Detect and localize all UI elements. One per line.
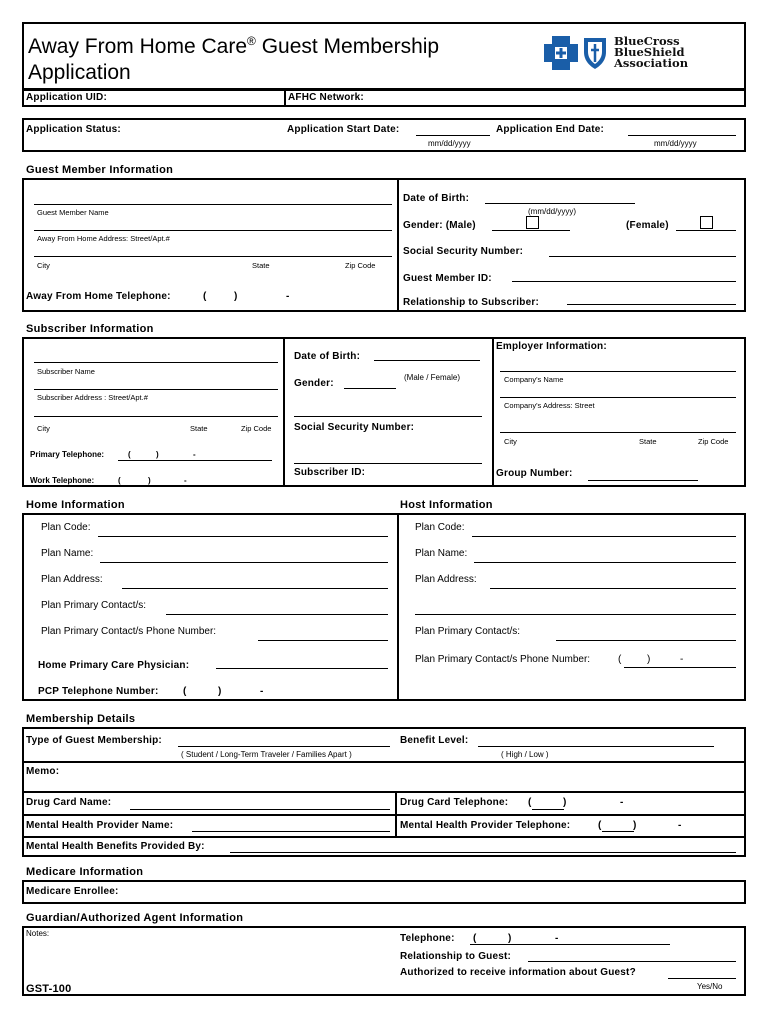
- subscriber-ssn-label: Social Security Number:: [294, 422, 415, 433]
- membership-section-title: Membership Details: [26, 713, 136, 725]
- guest-ssn-label: Social Security Number:: [403, 246, 524, 257]
- subscriber-id-label: Subscriber ID:: [294, 467, 366, 478]
- company-name-field[interactable]: [500, 371, 736, 372]
- subscriber-address-field[interactable]: [34, 389, 278, 390]
- start-date-field[interactable]: [416, 135, 490, 136]
- guest-city-field[interactable]: [34, 256, 392, 257]
- guest-state-label: State: [252, 261, 270, 270]
- primary-telephone-field[interactable]: [118, 460, 272, 461]
- mh-benefits-label: Mental Health Benefits Provided By:: [26, 841, 205, 852]
- company-address-field[interactable]: [500, 397, 736, 398]
- pcp-phone-label: PCP Telephone Number:: [38, 686, 159, 697]
- paren-open: (: [473, 933, 477, 944]
- guest-section-title: Guest Member Information: [26, 164, 174, 176]
- subscriber-gender-label: Gender:: [294, 378, 334, 389]
- subscriber-address-label: Subscriber Address : Street/Apt.#: [37, 393, 148, 402]
- host-plan-name-field[interactable]: [474, 562, 736, 563]
- female-checkbox[interactable]: [700, 216, 713, 229]
- paren-close: ): [148, 476, 151, 485]
- guardian-section-title: Guardian/Authorized Agent Information: [26, 912, 244, 924]
- logo-line1: BlueCross: [614, 34, 680, 48]
- paren-open: (: [598, 820, 602, 831]
- host-plan-code-field[interactable]: [472, 536, 736, 537]
- dash: -: [184, 476, 187, 485]
- mh-phone-field[interactable]: [602, 831, 634, 832]
- paren-close: ): [563, 797, 567, 808]
- title-line2: Application: [28, 61, 131, 84]
- guest-name-label: Guest Member Name: [37, 208, 109, 217]
- paren-close: ): [508, 933, 512, 944]
- application-uid-label: Application UID:: [26, 92, 107, 103]
- guest-name-field[interactable]: [34, 204, 392, 205]
- blue-cross-icon: [544, 36, 578, 70]
- host-primary-contacts-field[interactable]: [556, 640, 736, 641]
- title-line1-rest: Guest Membership: [255, 35, 440, 58]
- home-plan-name-label: Plan Name:: [41, 548, 94, 559]
- dash: -: [193, 450, 196, 459]
- home-pcp-field[interactable]: [216, 668, 388, 669]
- guest-dob-field[interactable]: [485, 203, 635, 204]
- guest-address-field[interactable]: [34, 230, 392, 231]
- paren-open: (: [618, 654, 622, 665]
- group-number-label: Group Number:: [496, 468, 573, 479]
- home-plan-code-field[interactable]: [98, 536, 388, 537]
- paren-close: ): [633, 820, 637, 831]
- guest-telephone-label: Away From Home Telephone:: [26, 291, 171, 302]
- subscriber-name-field[interactable]: [34, 362, 278, 363]
- application-status-label: Application Status:: [26, 124, 121, 135]
- guest-dob-label: Date of Birth:: [403, 193, 470, 204]
- female-line: [676, 230, 736, 231]
- guest-member-id-field[interactable]: [512, 281, 736, 282]
- drug-card-field[interactable]: [130, 809, 390, 810]
- form-id: GST-100: [26, 983, 72, 995]
- mh-provider-field[interactable]: [192, 831, 390, 832]
- bcbs-logo: [544, 34, 694, 74]
- registered-mark: ®: [247, 34, 256, 48]
- mh-benefits-field[interactable]: [230, 852, 736, 853]
- benefit-level-hint: ( High / Low ): [501, 750, 549, 759]
- authorized-label: Authorized to receive information about Guest?: [400, 967, 636, 978]
- female-label: (Female): [626, 220, 669, 231]
- relationship-label: Relationship to Subscriber:: [403, 297, 539, 308]
- subscriber-city-label: City: [37, 424, 50, 433]
- subscriber-dob-label: Date of Birth:: [294, 351, 361, 362]
- paren-open: (: [128, 450, 131, 459]
- host-plan-code-label: Plan Code:: [415, 522, 465, 533]
- employer-label: Employer Information:: [496, 341, 607, 352]
- membership-type-field[interactable]: [178, 746, 390, 747]
- membership-divider-4: [22, 836, 746, 838]
- guardian-telephone-field[interactable]: [470, 944, 670, 945]
- paren-close: ): [156, 450, 159, 459]
- guest-zip-label: Zip Code: [345, 261, 376, 270]
- subscriber-zip-label: Zip Code: [241, 424, 272, 433]
- company-address-label: Company's Address: Street: [504, 401, 595, 410]
- paren-close: ): [234, 291, 238, 302]
- end-date-field[interactable]: [628, 135, 736, 136]
- logo-line2: BlueShield: [614, 45, 685, 59]
- guest-member-id-label: Guest Member ID:: [403, 273, 492, 284]
- host-section-title: Host Information: [400, 499, 493, 511]
- drug-card-phone-label: Drug Card Telephone:: [400, 797, 509, 808]
- uid-row: [22, 89, 746, 107]
- dash: -: [286, 291, 290, 302]
- blue-shield-icon: [582, 36, 608, 70]
- company-zip-label: Zip Code: [698, 437, 729, 446]
- host-plan-address-field[interactable]: [490, 588, 736, 589]
- membership-divider-3: [22, 814, 746, 816]
- membership-type-hint: ( Student / Long-Term Traveler / Families Apart ): [181, 750, 352, 759]
- host-primary-contacts-label: Plan Primary Contact/s:: [415, 626, 521, 637]
- end-date-label: Application End Date:: [496, 124, 605, 135]
- company-name-label: Company's Name: [504, 375, 564, 384]
- host-plan-name-label: Plan Name:: [415, 548, 468, 559]
- subscriber-state-label: State: [190, 424, 208, 433]
- memo-label: Memo:: [26, 766, 60, 777]
- subscriber-divider-2: [492, 337, 494, 487]
- mh-provider-label: Mental Health Provider Name:: [26, 820, 174, 831]
- medicare-enrollee-label: Medicare Enrollee:: [26, 886, 119, 897]
- paren-open: (: [528, 797, 532, 808]
- benefit-level-field[interactable]: [478, 746, 714, 747]
- subscriber-gender-hint: (Male / Female): [404, 373, 461, 382]
- dash: -: [620, 797, 624, 808]
- yes-no-hint: Yes/No: [697, 982, 723, 991]
- paren-close: ): [218, 686, 222, 697]
- host-plan-address-field-2[interactable]: [415, 614, 736, 615]
- logo-line3: Association: [614, 56, 689, 70]
- form-title: [28, 28, 439, 86]
- divider: [284, 89, 286, 107]
- notes-label: Notes:: [26, 929, 50, 938]
- relationship-field[interactable]: [567, 304, 736, 305]
- home-primary-contacts-field[interactable]: [166, 614, 388, 615]
- afhc-network-label: AFHC Network:: [288, 92, 364, 103]
- subscriber-section-title: Subscriber Information: [26, 323, 154, 335]
- home-plan-code-label: Plan Code:: [41, 522, 91, 533]
- male-line: [492, 230, 570, 231]
- membership-type-label: Type of Guest Membership:: [26, 735, 162, 746]
- medicare-box: [22, 880, 746, 904]
- home-plan-address-label: Plan Address:: [41, 574, 103, 585]
- subscriber-name-label: Subscriber Name: [37, 367, 95, 376]
- home-section-title: Home Information: [26, 499, 125, 511]
- drug-card-phone-field[interactable]: [532, 809, 564, 810]
- guardian-telephone-label: Telephone:: [400, 933, 455, 944]
- work-telephone-label: Work Telephone:: [30, 476, 95, 485]
- logo-text: [614, 36, 688, 69]
- relationship-to-guest-field[interactable]: [528, 961, 736, 962]
- membership-divider-2: [22, 791, 746, 793]
- guest-dob-hint: (mm/dd/yyyy): [528, 207, 576, 216]
- home-pcp-label: Home Primary Care Physician:: [38, 660, 190, 671]
- mh-phone-label: Mental Health Provider Telephone:: [400, 820, 571, 831]
- start-date-label: Application Start Date:: [287, 124, 400, 135]
- company-city-label: City: [504, 437, 517, 446]
- paren-close: ): [647, 654, 651, 665]
- end-date-hint: mm/dd/yyyy: [654, 139, 697, 148]
- host-contact-phone-field[interactable]: [624, 667, 736, 668]
- male-checkbox[interactable]: [526, 216, 539, 229]
- subscriber-gender-field[interactable]: [344, 388, 396, 389]
- home-plan-address-field[interactable]: [122, 588, 388, 589]
- medicare-section-title: Medicare Information: [26, 866, 144, 878]
- guest-gender-label: Gender: (Male): [403, 220, 476, 231]
- host-plan-address-label: Plan Address:: [415, 574, 477, 585]
- guest-ssn-field[interactable]: [549, 256, 736, 257]
- company-state-label: State: [639, 437, 657, 446]
- dash: -: [678, 820, 682, 831]
- home-contact-phone-field[interactable]: [258, 640, 388, 641]
- subscriber-dob-field[interactable]: [374, 360, 480, 361]
- start-date-hint: mm/dd/yyyy: [428, 139, 471, 148]
- home-primary-contacts-label: Plan Primary Contact/s:: [41, 600, 147, 611]
- home-host-divider: [397, 513, 399, 701]
- dash: -: [260, 686, 264, 697]
- dash: -: [680, 654, 684, 665]
- guest-divider: [397, 178, 399, 312]
- relationship-to-guest-label: Relationship to Guest:: [400, 951, 512, 962]
- guest-address-label: Away From Home Address: Street/Apt.#: [37, 234, 170, 243]
- title-line1: Away From Home Care: [28, 35, 248, 58]
- subscriber-city-field[interactable]: [34, 416, 278, 417]
- primary-telephone-label: Primary Telephone:: [30, 450, 105, 459]
- guest-city-label: City: [37, 261, 50, 270]
- authorized-field[interactable]: [668, 978, 736, 979]
- home-plan-name-field[interactable]: [100, 562, 388, 563]
- dash: -: [555, 933, 559, 944]
- drug-card-label: Drug Card Name:: [26, 797, 112, 808]
- paren-open: (: [183, 686, 187, 697]
- home-contact-phone-label: Plan Primary Contact/s Phone Number:: [41, 626, 217, 637]
- group-number-field[interactable]: [588, 480, 698, 481]
- membership-divider-1: [22, 761, 746, 763]
- subscriber-ssn-field[interactable]: [294, 463, 482, 464]
- subscriber-divider-1: [283, 337, 285, 487]
- host-contact-phone-label: Plan Primary Contact/s Phone Number:: [415, 654, 591, 665]
- paren-open: (: [118, 476, 121, 485]
- company-city-field[interactable]: [500, 432, 736, 433]
- subscriber-gender-line: [294, 416, 482, 417]
- benefit-level-label: Benefit Level:: [400, 735, 469, 746]
- paren-open: (: [203, 291, 207, 302]
